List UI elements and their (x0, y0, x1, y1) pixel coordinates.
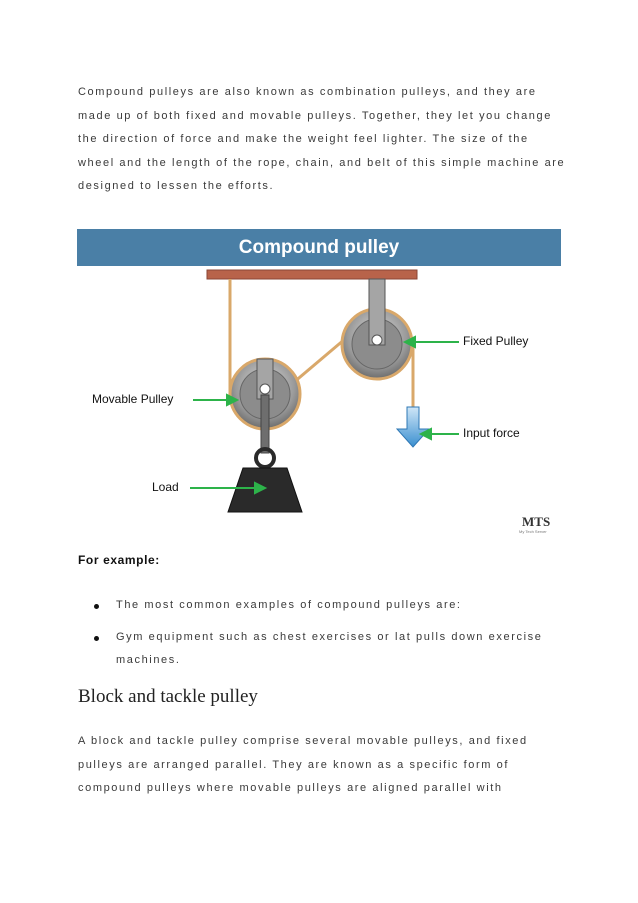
input-force-label: Input force (463, 426, 520, 440)
fixed-pulley-label: Fixed Pulley (463, 334, 529, 348)
movable-pulley-axle (260, 384, 270, 394)
example-list (78, 594, 568, 681)
section-paragraph: A block and tackle pulley comprise several movable pulleys, and fixed pulleys are arranged parallel. They are known as a specific form of compound pulleys where movable pulleys are aligned parallel with (78, 735, 528, 794)
load-rod (261, 395, 269, 453)
load-weight (228, 468, 302, 512)
compound-pulley-figure (77, 229, 561, 534)
load-label: Load (152, 480, 179, 494)
list-item: The most common examples of compound pulleys are: (78, 594, 568, 618)
input-force-arrow (397, 407, 429, 447)
example-heading: For example: (78, 553, 160, 567)
mts-logo-subtitle: My Tech Server (519, 529, 547, 534)
fixed-pulley-axle (372, 335, 382, 345)
movable-pulley-label: Movable Pulley (92, 392, 174, 406)
intro-paragraph: Compound pulleys are also known as combination pulleys, and they are made up of both fixed and movable pulleys. Together, they let you change the direction of force and make the weight feel lighter. The size of the wheel and the length of the rope, chain, and belt of this simple machine are designed to lessen the efforts. (78, 86, 566, 192)
bullet-dot (94, 636, 99, 641)
bullet-dot (94, 604, 99, 609)
section-heading: Block and tackle pulley (78, 686, 258, 707)
mts-logo: MTS (522, 514, 551, 529)
figure-title: Compound pulley (238, 237, 400, 258)
pulley-diagram (77, 229, 561, 534)
list-item: Gym equipment such as chest exercises or lat pulls down exercise machines. (78, 626, 568, 673)
ceiling-beam (207, 270, 417, 279)
